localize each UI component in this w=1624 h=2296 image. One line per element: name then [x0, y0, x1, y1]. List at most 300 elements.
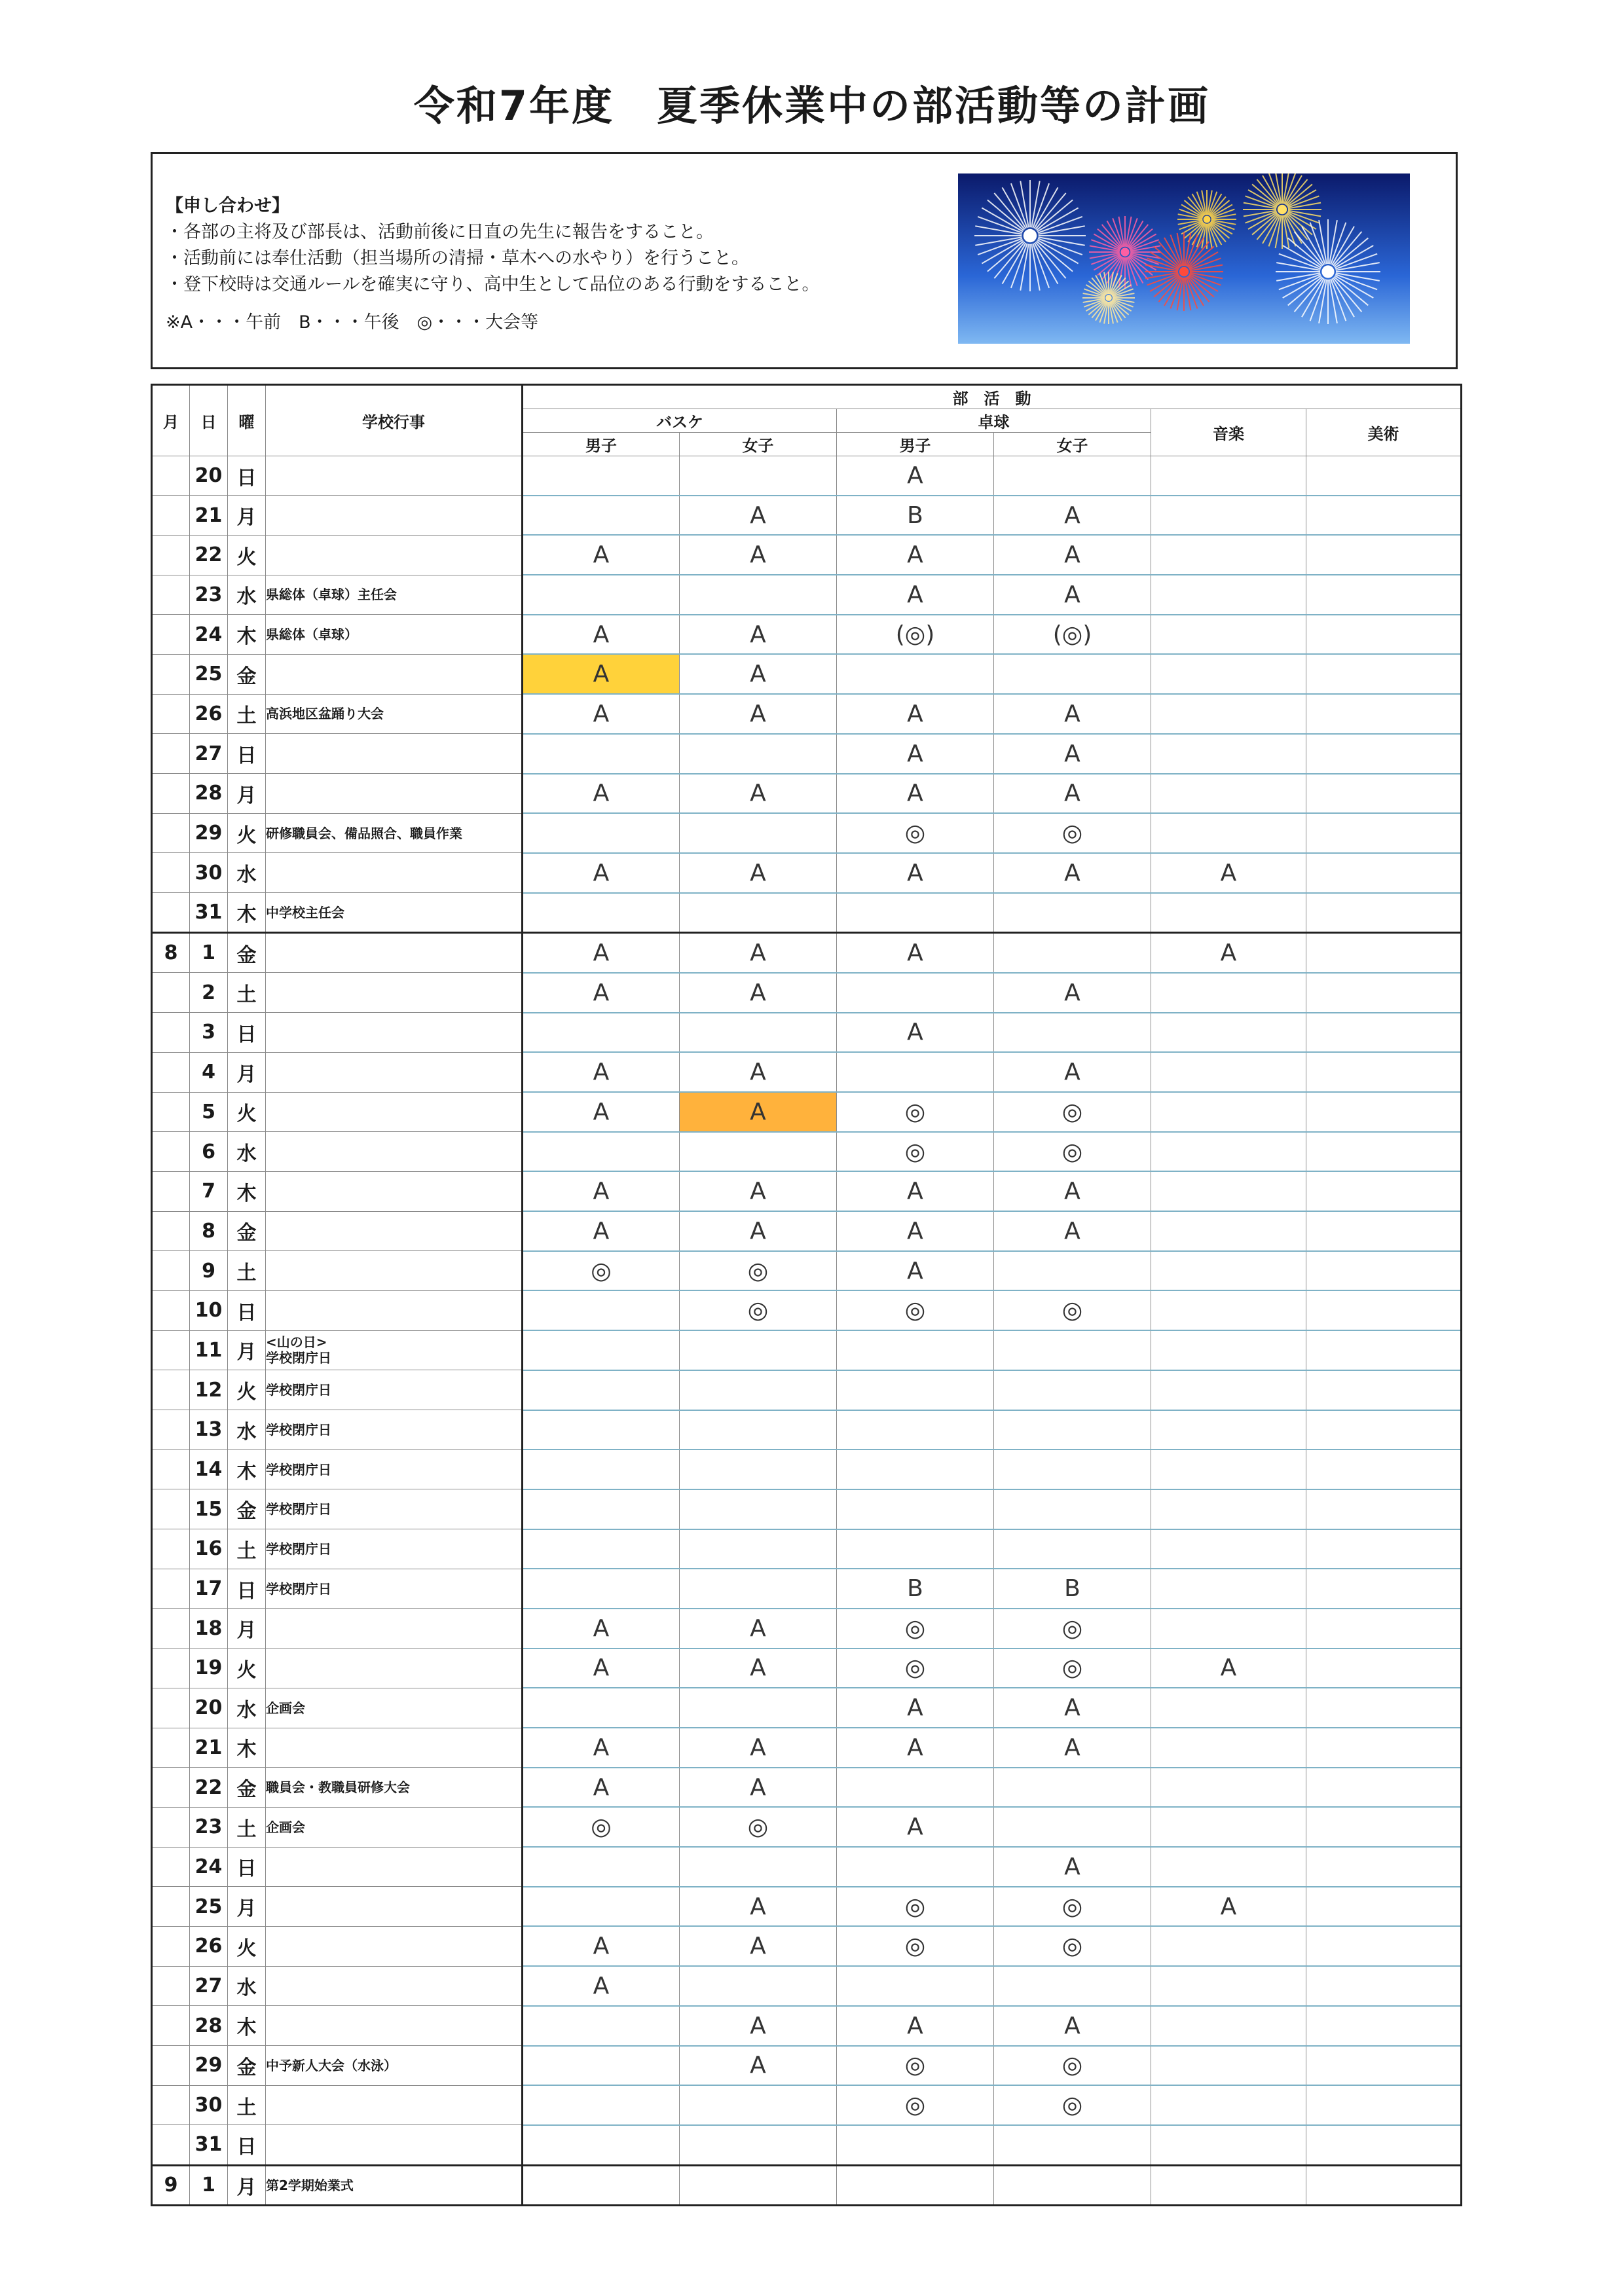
day-cell: 31 [190, 2125, 228, 2165]
dow-cell: 日 [228, 1569, 266, 1609]
activity-cell [523, 893, 680, 933]
event-text: 職員会・教職員研修大会 [266, 1779, 410, 1796]
activity-cell [523, 1132, 680, 1172]
activity-cell [837, 1449, 994, 1489]
table-row [152, 853, 1462, 893]
event-cell [266, 893, 523, 933]
event-cell [266, 496, 523, 536]
activity-cell: A [523, 1649, 680, 1688]
activity-cell [1306, 1410, 1462, 1450]
activity-cell [1151, 575, 1306, 615]
activity-cell: B [837, 1569, 994, 1609]
activity-cell: ◎ [994, 1609, 1151, 1649]
event-text: 学校閉庁日 [266, 1580, 331, 1597]
event-cell [266, 973, 523, 1013]
activity-cell [994, 1330, 1151, 1370]
activity-cell: A [523, 654, 680, 694]
dow-cell: 月 [228, 1330, 266, 1370]
dow-cell: 金 [228, 1489, 266, 1529]
table-row [152, 893, 1462, 933]
activity-cell: ◎ [680, 1290, 837, 1330]
activity-cell: A [680, 1052, 837, 1092]
activity-cell: A [994, 853, 1151, 893]
table-row [152, 2006, 1462, 2046]
activity-cell: ◎ [837, 2085, 994, 2125]
activity-cell: A [837, 1807, 994, 1847]
table-row [152, 1132, 1462, 1172]
table-row [152, 2046, 1462, 2086]
table-row [152, 2125, 1462, 2165]
month-cell [152, 2006, 190, 2046]
day-cell: 7 [190, 1171, 228, 1211]
month-cell [152, 1847, 190, 1887]
day-cell: 29 [190, 2046, 228, 2086]
activity-cell [680, 1132, 837, 1172]
activity-cell: A [994, 774, 1151, 814]
activity-cell: A [523, 1052, 680, 1092]
activity-cell [1306, 1649, 1462, 1688]
activity-cell: ◎ [680, 1251, 837, 1291]
activity-cell: ◎ [994, 1132, 1151, 1172]
event-cell [266, 1449, 523, 1489]
activity-cell [1306, 1330, 1462, 1370]
activity-cell [680, 1966, 837, 2006]
activity-cell [994, 2125, 1151, 2165]
activity-cell [680, 1410, 837, 1450]
activity-cell: ◎ [837, 1609, 994, 1649]
activity-cell [1151, 1966, 1306, 2006]
activity-cell [837, 1370, 994, 1410]
activity-cell [1151, 1529, 1306, 1569]
table-row [152, 933, 1462, 973]
activity-cell: ◎ [994, 1887, 1151, 1927]
table-row [152, 1489, 1462, 1529]
header-dow: 曜 [228, 385, 266, 456]
month-cell [152, 1649, 190, 1688]
activity-cell [1306, 973, 1462, 1013]
activity-cell: A [680, 1211, 837, 1251]
notice-box [151, 152, 1458, 369]
activity-cell [1151, 1171, 1306, 1211]
activity-cell [837, 1330, 994, 1370]
activity-cell [1151, 2125, 1306, 2165]
month-cell [152, 1489, 190, 1529]
month-cell [152, 1211, 190, 1251]
dow-cell: 金 [228, 933, 266, 973]
activity-cell [994, 1449, 1151, 1489]
activity-cell [1306, 1529, 1462, 1569]
day-cell: 19 [190, 1649, 228, 1688]
activity-cell [1151, 2165, 1306, 2206]
month-cell [152, 1092, 190, 1132]
activity-cell: A [680, 615, 837, 655]
event-cell [266, 1290, 523, 1330]
month-cell [152, 535, 190, 575]
activity-cell [523, 1529, 680, 1569]
day-cell: 22 [190, 1768, 228, 1808]
month-cell [152, 1171, 190, 1211]
event-cell [266, 774, 523, 814]
table-row [152, 1052, 1462, 1092]
activity-cell [523, 1013, 680, 1053]
dow-cell: 土 [228, 1251, 266, 1291]
table-row [152, 456, 1462, 496]
activity-cell [523, 2085, 680, 2125]
event-text: 第2学期始業式 [266, 2177, 354, 2193]
dow-cell: 日 [228, 2125, 266, 2165]
activity-cell: ◎ [994, 1290, 1151, 1330]
activity-cell [994, 1807, 1151, 1847]
day-cell: 17 [190, 1569, 228, 1609]
day-cell: 23 [190, 575, 228, 615]
header-month: 月 [152, 385, 190, 456]
month-cell [152, 1807, 190, 1847]
activity-cell [1306, 2006, 1462, 2046]
header-basket-boys: 男子 [523, 433, 680, 456]
month-cell: 8 [152, 933, 190, 973]
activity-cell [523, 1569, 680, 1609]
month-cell [152, 1410, 190, 1450]
activity-cell [837, 1966, 994, 2006]
activity-cell: A [837, 1688, 994, 1728]
activity-cell: A [523, 1609, 680, 1649]
activity-cell [837, 1529, 994, 1569]
activity-cell: A [837, 535, 994, 575]
activity-cell [1151, 1132, 1306, 1172]
day-cell: 24 [190, 1847, 228, 1887]
activity-cell [1306, 456, 1462, 496]
activity-cell [523, 1887, 680, 1927]
month-cell [152, 774, 190, 814]
activity-cell [994, 1768, 1151, 1808]
activity-cell [1306, 1609, 1462, 1649]
activity-cell [1306, 1052, 1462, 1092]
dow-cell: 日 [228, 734, 266, 774]
activity-cell [1306, 1171, 1462, 1211]
activity-cell: ◎ [837, 1926, 994, 1966]
activity-cell: ◎ [994, 813, 1151, 853]
activity-cell [523, 1847, 680, 1887]
activity-cell [680, 734, 837, 774]
activity-cell [680, 1529, 837, 1569]
event-cell [266, 734, 523, 774]
event-cell [266, 456, 523, 496]
month-cell [152, 1926, 190, 1966]
event-text: 学校閉庁日 [266, 1421, 331, 1438]
activity-cell [1306, 496, 1462, 536]
event-cell [266, 1966, 523, 2006]
activity-cell [523, 2046, 680, 2086]
event-cell [266, 1609, 523, 1649]
table-row [152, 1569, 1462, 1609]
dow-cell: 月 [228, 2165, 266, 2206]
dow-cell: 水 [228, 1688, 266, 1728]
table-row [152, 1688, 1462, 1728]
activity-cell [1151, 1847, 1306, 1887]
event-cell [266, 1211, 523, 1251]
table-row [152, 1966, 1462, 2006]
month-cell [152, 1529, 190, 1569]
dow-cell: 金 [228, 654, 266, 694]
activity-cell [837, 973, 994, 1013]
activity-cell: A [994, 1052, 1151, 1092]
notice-line-2: ・活動前には奉仕活動（担当場所の清掃・草木への水やり）を行うこと。 [166, 248, 749, 268]
activity-cell [1306, 615, 1462, 655]
month-cell [152, 1768, 190, 1808]
activity-cell: A [680, 1926, 837, 1966]
event-text: 中予新人大会（水泳） [266, 2057, 397, 2073]
table-row [152, 1370, 1462, 1410]
day-cell: 8 [190, 1211, 228, 1251]
table-row [152, 1290, 1462, 1330]
header-tt-girls: 女子 [994, 433, 1151, 456]
activity-cell [1151, 1449, 1306, 1489]
event-text: 高浜地区盆踊り大会 [266, 706, 384, 722]
activity-cell [1151, 973, 1306, 1013]
activity-cell: ◎ [994, 1926, 1151, 1966]
activity-cell [1151, 615, 1306, 655]
dow-cell: 火 [228, 1649, 266, 1688]
activity-cell [1151, 456, 1306, 496]
activity-cell: A [680, 1887, 837, 1927]
dow-cell: 日 [228, 1013, 266, 1053]
event-cell [266, 1926, 523, 1966]
activity-cell [1306, 1449, 1462, 1489]
activity-cell: (◎) [994, 615, 1151, 655]
activity-cell [680, 1330, 837, 1370]
event-cell [266, 813, 523, 853]
activity-cell: A [680, 853, 837, 893]
activity-cell [523, 1290, 680, 1330]
table-row [152, 1649, 1462, 1688]
day-cell: 21 [190, 496, 228, 536]
activity-cell: A [994, 1728, 1151, 1768]
table-row [152, 535, 1462, 575]
activity-cell [1306, 853, 1462, 893]
event-cell [266, 1649, 523, 1688]
activity-cell: A [837, 2006, 994, 2046]
event-cell [266, 1132, 523, 1172]
activity-cell [1151, 1211, 1306, 1251]
activity-cell: A [680, 1649, 837, 1688]
activity-cell [680, 2165, 837, 2206]
event-text: 学校閉庁日 [266, 1461, 331, 1478]
activity-cell: A [523, 1966, 680, 2006]
day-cell: 10 [190, 1290, 228, 1330]
activity-cell [1151, 1609, 1306, 1649]
dow-cell: 月 [228, 1052, 266, 1092]
activity-cell [1306, 1966, 1462, 2006]
table-row [152, 1728, 1462, 1768]
activity-cell [523, 1449, 680, 1489]
event-cell [266, 1013, 523, 1053]
activity-cell: A [523, 1768, 680, 1808]
activity-cell [994, 1529, 1151, 1569]
table-row [152, 1609, 1462, 1649]
activity-cell [1306, 1489, 1462, 1529]
day-cell: 12 [190, 1370, 228, 1410]
activity-cell [1151, 2046, 1306, 2086]
day-cell: 5 [190, 1092, 228, 1132]
table-row [152, 1330, 1462, 1370]
activity-cell: A [523, 853, 680, 893]
month-cell [152, 1290, 190, 1330]
activity-cell: ◎ [523, 1807, 680, 1847]
month-cell [152, 1966, 190, 2006]
activity-cell [1151, 1052, 1306, 1092]
activity-cell: A [680, 496, 837, 536]
event-cell [266, 1052, 523, 1092]
activity-cell [1151, 2085, 1306, 2125]
table-row [152, 1768, 1462, 1808]
month-cell [152, 496, 190, 536]
activity-cell: A [523, 1211, 680, 1251]
day-cell: 2 [190, 973, 228, 1013]
activity-cell: A [837, 933, 994, 973]
table-row [152, 1847, 1462, 1887]
activity-cell: A [680, 1728, 837, 1768]
day-cell: 24 [190, 615, 228, 655]
activity-cell: A [523, 1728, 680, 1768]
activity-cell [523, 1370, 680, 1410]
event-text: <山の日> [266, 1334, 327, 1351]
event-cell [266, 1330, 523, 1370]
activity-cell: (◎) [837, 615, 994, 655]
activity-cell: A [680, 774, 837, 814]
activity-cell [1306, 734, 1462, 774]
table-row [152, 1807, 1462, 1847]
notice-legend: ※A・・・午前 B・・・午後 ◎・・・大会等 [166, 312, 539, 333]
event-cell [266, 1768, 523, 1808]
event-cell [266, 615, 523, 655]
dow-cell: 土 [228, 2085, 266, 2125]
month-cell [152, 1330, 190, 1370]
day-cell: 1 [190, 933, 228, 973]
activity-cell: A [523, 933, 680, 973]
activity-cell [1151, 1728, 1306, 1768]
activity-cell [994, 1013, 1151, 1053]
event-cell [266, 1688, 523, 1728]
dow-cell: 水 [228, 853, 266, 893]
table-row [152, 1926, 1462, 1966]
activity-cell [680, 575, 837, 615]
activity-cell: A [523, 694, 680, 734]
activity-cell: A [837, 1251, 994, 1291]
activity-cell [523, 734, 680, 774]
table-row [152, 1449, 1462, 1489]
table-row [152, 1171, 1462, 1211]
activity-cell: ◎ [994, 2046, 1151, 2086]
dow-cell: 木 [228, 1728, 266, 1768]
activity-cell [994, 2165, 1151, 2206]
event-cell [266, 575, 523, 615]
activity-cell: A [523, 1171, 680, 1211]
activity-cell [1306, 535, 1462, 575]
activity-cell: ◎ [837, 1649, 994, 1688]
activity-cell: B [837, 496, 994, 536]
activity-cell: ◎ [837, 1092, 994, 1132]
activity-cell [1306, 1768, 1462, 1808]
activity-cell: A [837, 1171, 994, 1211]
event-text: 学校閉庁日 [266, 1540, 331, 1557]
activity-cell [1306, 2125, 1462, 2165]
activity-cell: A [523, 1092, 680, 1132]
day-cell: 9 [190, 1251, 228, 1291]
activity-cell [1306, 575, 1462, 615]
activity-cell [1151, 1489, 1306, 1529]
dow-cell: 木 [228, 615, 266, 655]
table-row [152, 575, 1462, 615]
activity-cell [523, 1489, 680, 1529]
day-cell: 25 [190, 654, 228, 694]
event-text: 学校閉庁日 [266, 1382, 331, 1398]
activity-cell [680, 1489, 837, 1529]
table-row [152, 1092, 1462, 1132]
day-cell: 22 [190, 535, 228, 575]
activity-cell [680, 1569, 837, 1609]
activity-cell [994, 893, 1151, 933]
activity-cell [1151, 1251, 1306, 1291]
day-cell: 4 [190, 1052, 228, 1092]
activity-cell: A [680, 2046, 837, 2086]
event-cell [266, 1410, 523, 1450]
table-row [152, 496, 1462, 536]
activity-cell [1151, 813, 1306, 853]
activity-cell: A [1151, 853, 1306, 893]
day-cell: 13 [190, 1410, 228, 1450]
activity-cell [523, 496, 680, 536]
month-cell [152, 1370, 190, 1410]
activity-cell [1151, 1092, 1306, 1132]
event-text-2: 学校閉庁日 [266, 1350, 331, 1366]
activity-cell [1151, 1926, 1306, 1966]
dow-cell: 木 [228, 2006, 266, 2046]
activity-cell [1306, 1013, 1462, 1053]
activity-cell [680, 813, 837, 853]
activity-cell [680, 1847, 837, 1887]
dow-cell: 土 [228, 1807, 266, 1847]
activity-cell [994, 456, 1151, 496]
activity-cell [1306, 1807, 1462, 1847]
notice-line-1: ・各部の主将及び部長は、活動前後に日直の先生に報告をすること。 [166, 222, 714, 242]
month-cell [152, 893, 190, 933]
activity-cell [994, 1489, 1151, 1529]
event-cell [266, 2006, 523, 2046]
activity-cell [1151, 1807, 1306, 1847]
dow-cell: 土 [228, 973, 266, 1013]
event-cell [266, 1728, 523, 1768]
day-cell: 3 [190, 1013, 228, 1053]
event-cell [266, 2046, 523, 2086]
table-row [152, 973, 1462, 1013]
activity-cell [1306, 893, 1462, 933]
activity-cell: A [1151, 933, 1306, 973]
dow-cell: 木 [228, 1171, 266, 1211]
activity-cell [1306, 774, 1462, 814]
activity-cell [523, 456, 680, 496]
activity-cell [1151, 734, 1306, 774]
activity-cell [837, 1847, 994, 1887]
day-cell: 26 [190, 694, 228, 734]
month-cell [152, 1728, 190, 1768]
activity-cell [680, 1449, 837, 1489]
activity-cell [523, 1330, 680, 1370]
day-cell: 27 [190, 1966, 228, 2006]
month-cell [152, 973, 190, 1013]
activity-cell [1306, 1688, 1462, 1728]
event-cell [266, 694, 523, 734]
activity-cell: A [837, 774, 994, 814]
